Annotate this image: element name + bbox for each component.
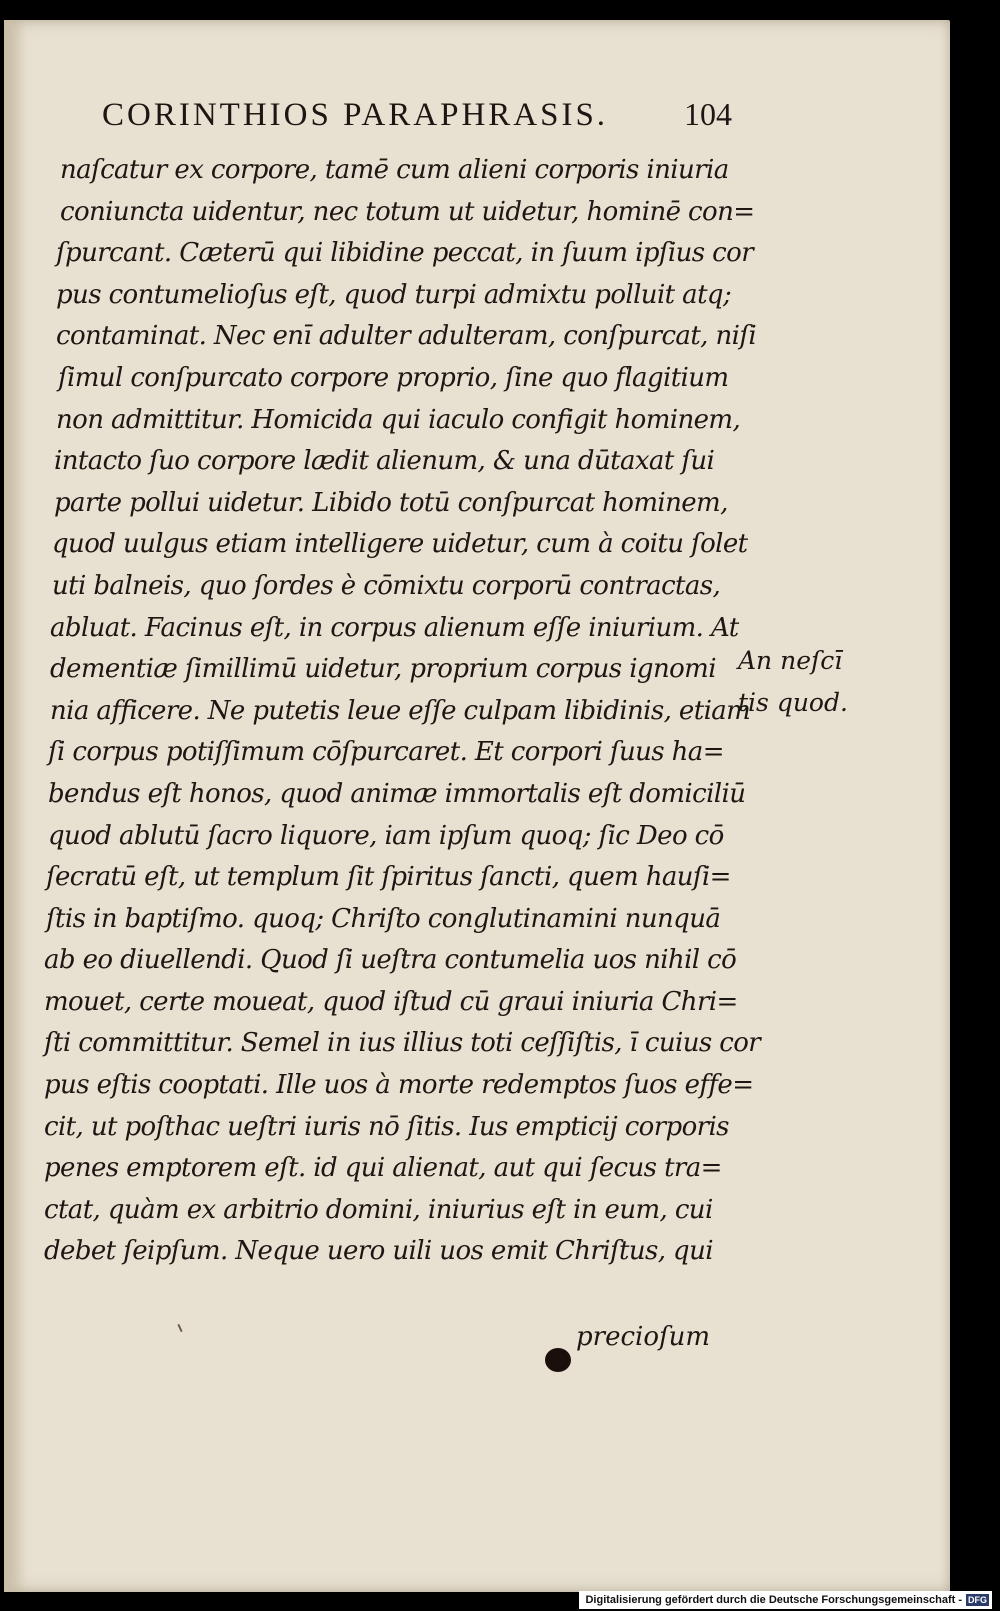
text-line: abluat. Facinus eſt, in corpus alienum eſſe iniurium. At xyxy=(50,612,739,643)
ink-blot xyxy=(545,1348,571,1372)
text-line: quod uulgus etiam intelligere uidetur, cum à coitu ſolet xyxy=(52,529,748,560)
text-line: nia afficere. Ne putetis leue eſſe culpam libidinis, etiam xyxy=(50,695,751,726)
text-line: ſi corpus potiſſimum cōſpurcaret. Et corpori ſuus ha= xyxy=(48,737,724,768)
text-line: intacto ſuo corpore lædit alienum, & una dūtaxat ſui xyxy=(54,446,715,477)
margin-note xyxy=(738,640,848,724)
funding-credit: Digitalisierung gefördert durch die Deutsche Forschungsgemeinschaft - xyxy=(585,1594,962,1606)
text-line: naſcatur ex corpore, tamē cum alieni corporis iniuria xyxy=(60,155,729,185)
page-number: 104 xyxy=(684,96,732,132)
text-line: non admittitur. Homicida qui iaculo configit hominem, xyxy=(56,404,741,435)
text-line: ctat, quàm ex arbitrio domini, iniurius eſt in eum, cui xyxy=(44,1194,713,1225)
catchword: precioſum xyxy=(576,1322,711,1352)
text-line: pus contumelioſus eſt, quod turpi admixtu polluit atq; xyxy=(56,279,732,310)
body-text xyxy=(44,150,761,1273)
text-line: quod ablutū ſacro liquore, iam ipſum quoq; ſic Deo cō xyxy=(48,820,724,851)
running-head xyxy=(102,96,732,134)
dfg-logo: DFG xyxy=(968,1595,987,1605)
text-line: ſtis in baptiſmo. quoq; Chriſto conglutinamini nunquā xyxy=(46,903,721,934)
text-line: cit, ut poſthac ueſtri iuris nō ſitis. Ius empticij corporis xyxy=(44,1111,729,1142)
text-line: penes emptorem eſt. id qui alienat, aut qui ſecus tra= xyxy=(44,1153,722,1184)
text-line: parte pollui uidetur. Libido totū conſpurcat hominem, xyxy=(54,487,728,518)
running-head-title: CORINTHIOS PARAPHRASIS. xyxy=(102,97,609,133)
text-line: ſti committitur. Semel in ius illius toti ceſſiſtis, ī cuius cor xyxy=(44,1028,761,1059)
text-line: contaminat. Nec enī adulter adulteram, conſpurcat, niſi xyxy=(56,321,757,352)
text-line: bendus eſt honos, quod animæ immortalis eſt domiciliū xyxy=(48,778,746,809)
text-line: ab eo diuellendi. Quod ſi ueſtra contumelia uos nihil cō xyxy=(44,945,737,976)
text-line: ſecratū eſt, ut templum ſit ſpiritus ſancti, quem hauſi= xyxy=(46,862,731,893)
page-edge-shadow xyxy=(4,20,26,1592)
text-line: ſpurcant. Cæterū qui libidine peccat, in ſuum ipſius cor xyxy=(56,238,754,269)
text-line: ſimul conſpurcato corpore proprio, ſine quo flagitium xyxy=(58,362,729,393)
text-line: coniuncta uidentur, nec totum ut uidetur, hominē con= xyxy=(60,196,755,227)
text-line: dementiæ ſimillimū uidetur, proprium corpus ignomi xyxy=(50,654,716,685)
text-line: uti balneis, quo ſordes è cōmixtu corporū contractas, xyxy=(52,570,721,601)
text-line: mouet, certe moueat, quod iſtud cū graui iniuria Chri= xyxy=(44,986,738,1017)
margin-note-line: An neſcī xyxy=(738,646,843,675)
margin-note-line: tis quod. xyxy=(738,688,848,717)
text-line: pus eſtis cooptati. Ille uos à morte redemptos ſuos effe= xyxy=(44,1070,754,1101)
digitization-footer xyxy=(579,1591,992,1609)
text-line: debet ſeipſum. Neque uero uili uos emit Chriſtus, qui xyxy=(44,1236,713,1267)
